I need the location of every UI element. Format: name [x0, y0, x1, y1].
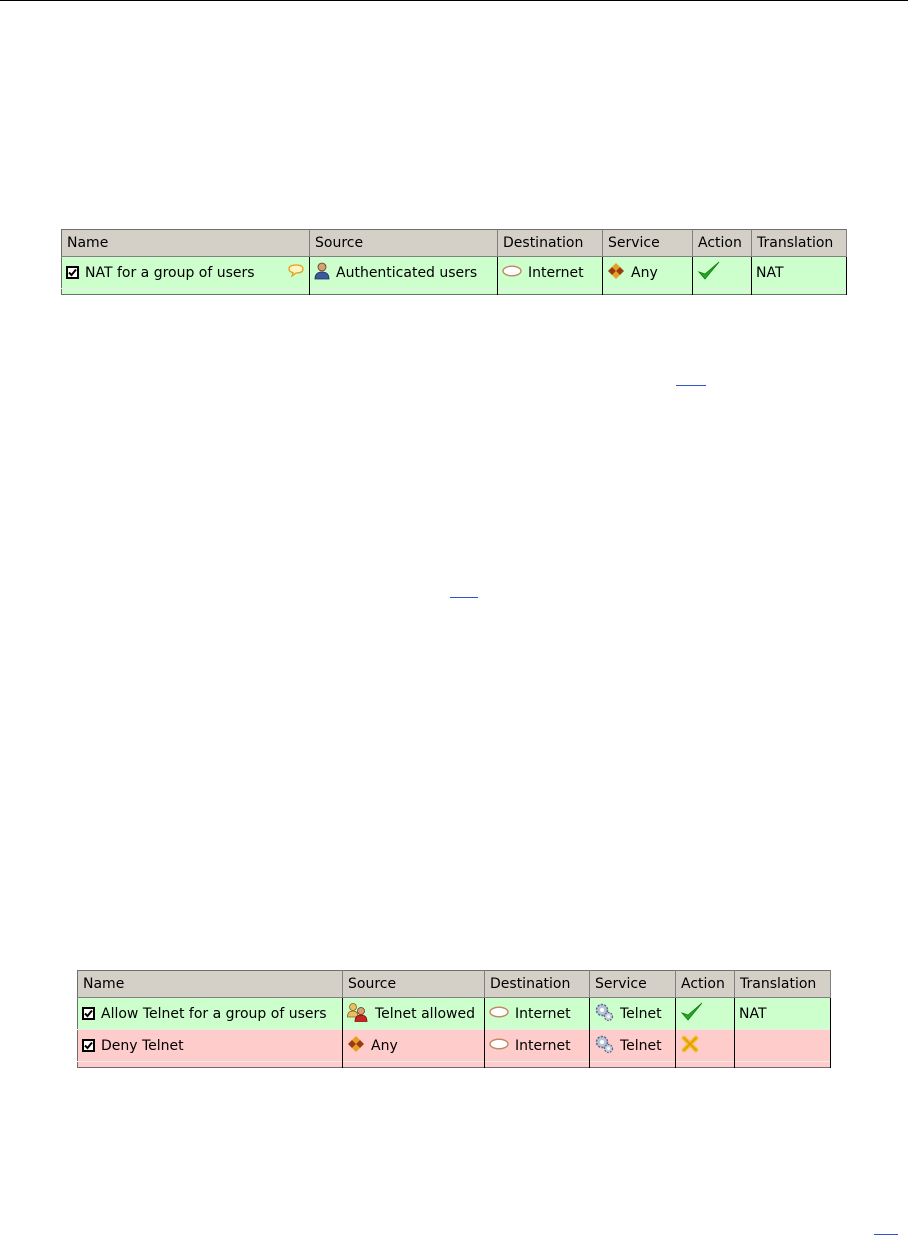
rule-name: NAT for a group of users: [85, 264, 255, 281]
rule-service: Any: [631, 264, 658, 281]
any-service-icon: [607, 262, 625, 284]
rule-service: Telnet: [620, 1005, 662, 1022]
rule-enabled-checkbox[interactable]: [82, 1039, 95, 1052]
column-header-name[interactable]: Name: [78, 971, 343, 998]
column-header-service[interactable]: Service: [603, 230, 693, 257]
rule-action-cell[interactable]: [676, 998, 735, 1030]
rule-destination-cell[interactable]: [485, 998, 590, 1030]
gear-service-icon: [594, 1002, 614, 1026]
rule-action-cell[interactable]: [693, 257, 752, 289]
rule-action-cell[interactable]: [676, 1030, 735, 1062]
column-header-source[interactable]: Source: [343, 971, 485, 998]
table-row-partial: [78, 1062, 831, 1068]
rule-destination-cell[interactable]: [485, 1030, 590, 1062]
column-header-translation[interactable]: Translation: [752, 230, 847, 257]
table-header-row: [78, 971, 831, 998]
any-icon: [347, 1035, 365, 1057]
allow-check-icon: [680, 1001, 704, 1027]
rule-destination-cell[interactable]: [498, 257, 603, 289]
link-underline[interactable]: [676, 385, 706, 386]
rule-service-cell[interactable]: [590, 998, 676, 1030]
rule-service: Telnet: [620, 1037, 662, 1054]
column-header-name[interactable]: Name: [62, 230, 310, 257]
rule-name: Allow Telnet for a group of users: [101, 1005, 327, 1022]
rule-source: Authenticated users: [336, 264, 478, 281]
rule-destination: Internet: [528, 264, 584, 281]
user-group-icon: [347, 1002, 369, 1026]
link-underline[interactable]: [450, 597, 478, 598]
check-mark-icon: [68, 268, 77, 277]
internet-cloud-icon: [489, 1038, 509, 1054]
rule-name-cell[interactable]: [62, 257, 310, 289]
telnet-rules-table: [77, 970, 831, 1068]
column-header-service[interactable]: Service: [590, 971, 676, 998]
table-row[interactable]: [62, 257, 847, 289]
rule-source: Any: [371, 1037, 398, 1054]
rule-source-cell[interactable]: [310, 257, 498, 289]
check-mark-icon: [84, 1009, 93, 1018]
nat-rules-table: [61, 229, 847, 295]
rule-service-cell[interactable]: [590, 1030, 676, 1062]
rule-source-cell[interactable]: [343, 998, 485, 1030]
table-header-row: [62, 230, 847, 257]
comment-icon[interactable]: [287, 264, 305, 282]
rule-destination: Internet: [515, 1037, 571, 1054]
user-icon: [314, 262, 330, 284]
check-mark-icon: [84, 1041, 93, 1050]
rule-enabled-checkbox[interactable]: [66, 266, 79, 279]
table-row[interactable]: [78, 998, 831, 1030]
rule-source: Telnet allowed: [375, 1005, 475, 1022]
rule-translation-cell[interactable]: NAT: [752, 257, 847, 289]
column-header-translation[interactable]: Translation: [735, 971, 831, 998]
internet-cloud-icon: [502, 265, 522, 281]
rule-name-cell[interactable]: [78, 1030, 343, 1062]
gear-service-icon: [594, 1034, 614, 1058]
rule-translation-cell[interactable]: NAT: [735, 998, 831, 1030]
rule-name-cell[interactable]: [78, 998, 343, 1030]
rule-destination: Internet: [515, 1005, 571, 1022]
column-header-source[interactable]: Source: [310, 230, 498, 257]
column-header-action[interactable]: Action: [693, 230, 752, 257]
allow-check-icon: [697, 260, 721, 286]
page-top-rule: [0, 0, 908, 1]
rule-enabled-checkbox[interactable]: [82, 1007, 95, 1020]
column-header-destination[interactable]: Destination: [485, 971, 590, 998]
table-row-partial: [62, 289, 847, 295]
rule-service-cell[interactable]: [603, 257, 693, 289]
table-row[interactable]: [78, 1030, 831, 1062]
rule-name: Deny Telnet: [101, 1037, 184, 1054]
link-underline[interactable]: [874, 1234, 898, 1235]
column-header-destination[interactable]: Destination: [498, 230, 603, 257]
rule-translation-cell[interactable]: [735, 1030, 831, 1062]
internet-cloud-icon: [489, 1006, 509, 1022]
rule-source-cell[interactable]: [343, 1030, 485, 1062]
column-header-action[interactable]: Action: [676, 971, 735, 998]
deny-x-icon: [680, 1034, 700, 1058]
